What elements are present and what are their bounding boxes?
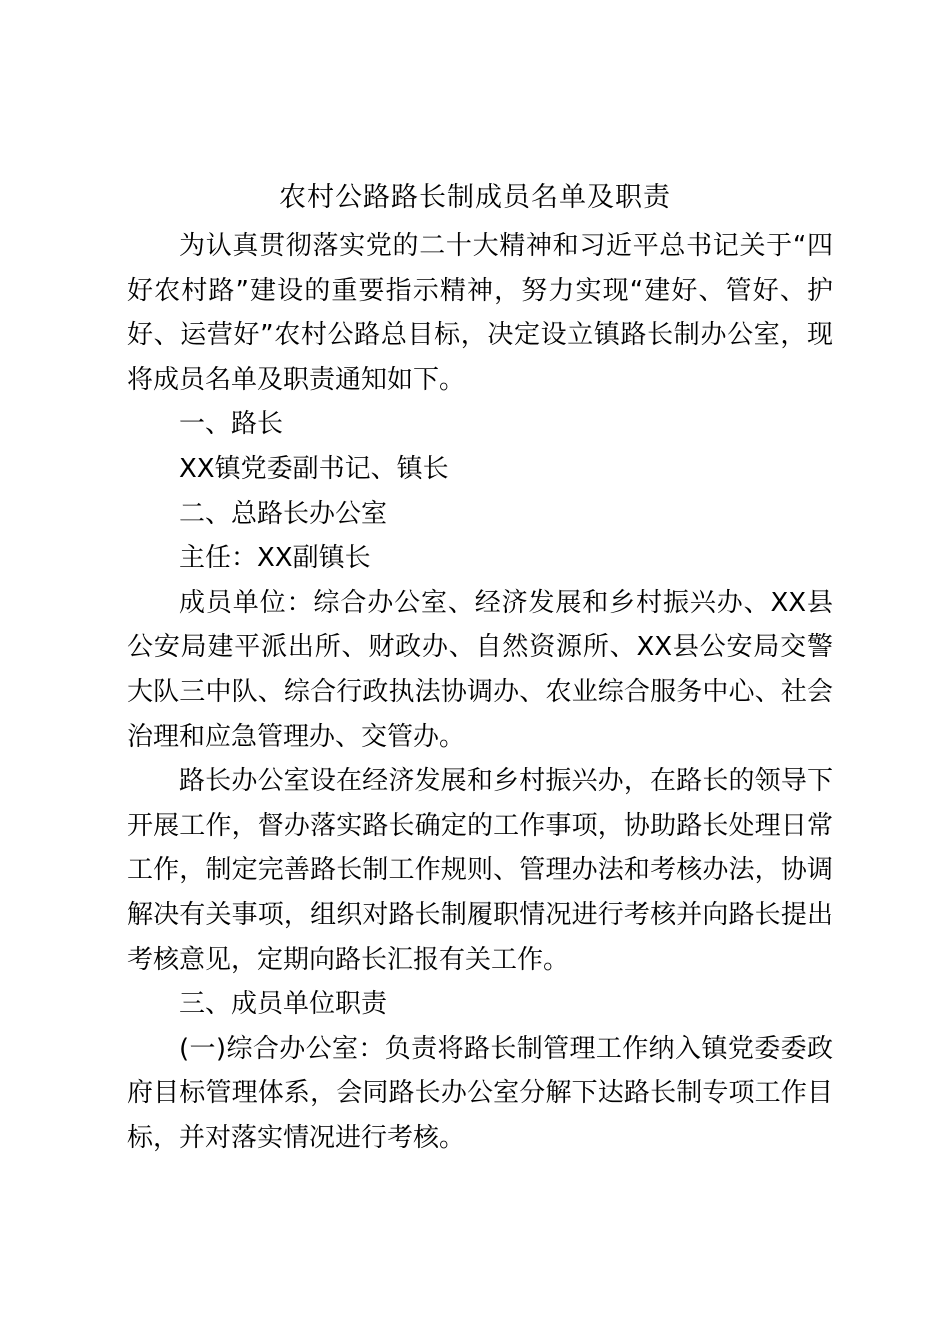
section-heading-road-chief: 一、路长 [179, 409, 284, 440]
road-chief-name: XX镇党委副书记、镇长 [179, 453, 449, 484]
member-units-paragraph: 成员单位：综合办公室、经济发展和乡村振兴办、XX县公安局建平派出所、财政办、自然资源所、XX县公安局交警大队三中队、综合行政执法协调办、农业综合服务中心、社会治理和应急管理办、交管办。 [127, 587, 833, 752]
intro-paragraph: 为认真贯彻落实党的二十大精神和习近平总书记关于“四好农村路”建设的重要指示精神，努力实现“建好、管好、护好、运营好”农村公路总目标，决定设立镇路长制办公室，现将成员名单及职责通知如下。 [127, 231, 833, 395]
document-body [127, 224, 833, 1160]
office-duties-paragraph: 路长办公室设在经济发展和乡村振兴办，在路长的领导下开展工作，督办落实路长确定的工作事项，协助路长处理日常工作，制定完善路长制工作规则、管理办法和考核办法，协调解决有关事项，组织对路长制履职情况进行考核并向路长提出考核意见，定期向路长汇报有关工作。 [127, 766, 833, 975]
section-heading-member-duties: 三、成员单位职责 [179, 989, 388, 1020]
duty-item-paragraph: (一)综合办公室：负责将路长制管理工作纳入镇党委委政府目标管理体系，会同路长办公室分解下达路长制专项工作目标，并对落实情况进行考核。 [127, 1033, 833, 1153]
office-director: 主任：XX副镇长 [179, 543, 371, 574]
document-title: 农村公路路长制成员名单及职责 [279, 182, 671, 213]
section-heading-office: 二、总路长办公室 [179, 498, 388, 529]
